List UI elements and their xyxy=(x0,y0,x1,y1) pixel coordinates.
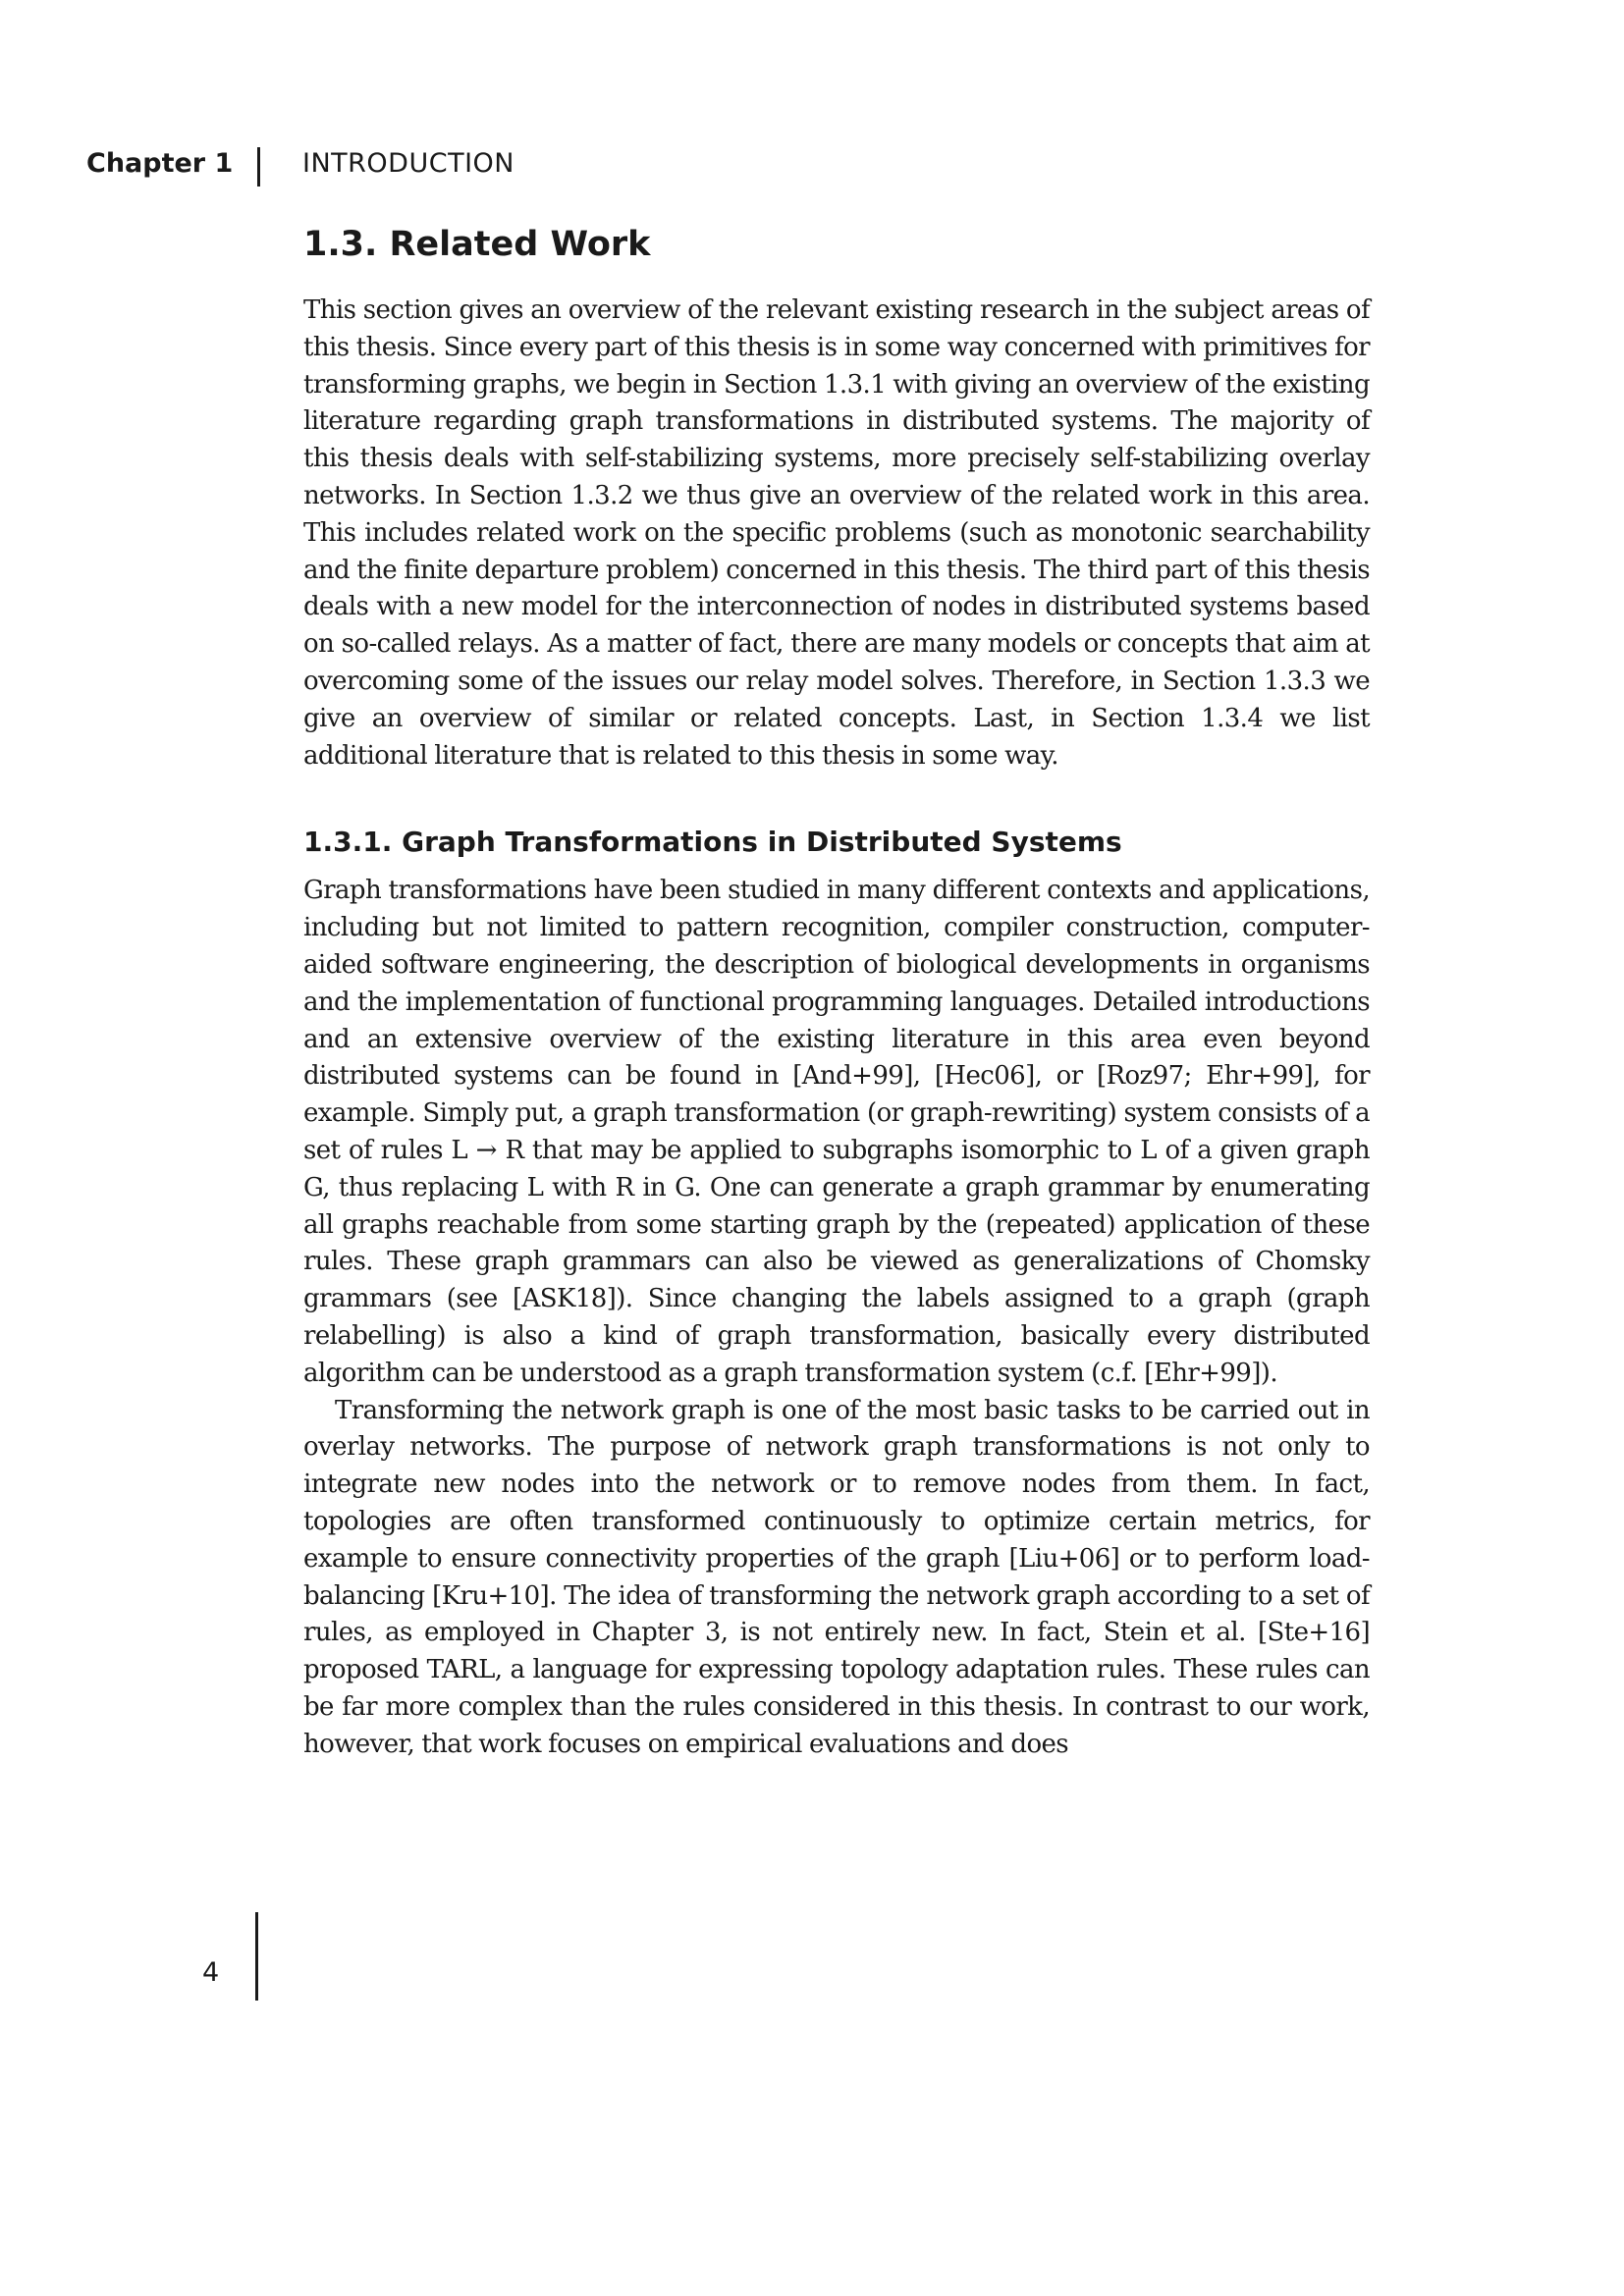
running-header-chapter-title: INTRODUCTION xyxy=(302,148,514,179)
section-heading: 1.3. Related Work xyxy=(303,225,651,264)
page-number: 4 xyxy=(202,1957,220,1988)
subsection-paragraph-1: Graph transformations have been studied in many different contexts and applications, including but not limited to pattern recognition, compiler construction, computer-aided software engineering, the description of biological developments in organisms and the implementation of functional programming languages. Detailed introductions and an extensive overview of the existing literature in this area even beyond distributed systems can be found in [And+99], [Hec06], or [Roz97; Ehr+99], for example. Simply put, a graph transformation (or graph-rewriting) system consists of a set of rules L → R that may be applied to subgraphs isomorphic to L of a given graph G, thus replacing L with R in G. One can generate a graph grammar by enumerating all graphs reachable from some starting graph by the (repeated) application of these rules. These graph grammars can also be viewed as generalizations of Chomsky grammars (see [ASK18]). Since changing the labels assigned to a graph (graph relabelling) is also a kind of graph transformation, basically every distributed algorithm can be understood as a graph transformation system (c.f. [Ehr+99]). xyxy=(303,876,1370,1388)
subsection-heading: 1.3.1. Graph Transformations in Distributed Systems xyxy=(303,826,1122,859)
page-body xyxy=(303,222,1370,1763)
subsection-paragraph-2: Transforming the network graph is one of the most basic tasks to be carried out in overlay networks. The purpose of network graph transformations is not only to integrate new nodes into the network or to remove nodes from them. In fact, topologies are often transformed continuously to optimize certain metrics, for example to ensure connectivity properties of the graph [Liu+06] or to perform load-balancing [Kru+10]. The idea of transforming the network graph according to a set of rules, as employed in Chapter 3, is not entirely new. In fact, Stein et al. [Ste+16] proposed TARL, a language for expressing topology adaptation rules. These rules can be far more complex than the rules considered in this thesis. In contrast to our work, however, that work focuses on empirical evaluations and does xyxy=(303,1395,1370,1759)
footer-divider xyxy=(255,1912,258,2001)
section-intro-paragraph: This section gives an overview of the relevant existing research in the subject areas of this thesis. Since every part of this thesis is in some way concerned with primitives for transforming graphs, we begin in Section 1.3.1 with giving an overview of the existing literature regarding graph transformations in distributed systems. The majority of this thesis deals with self-stabilizing systems, more precisely self-stabilizing overlay networks. In Section 1.3.2 we thus give an overview of the related work in this area. This includes related work on the specific problems (such as monotonic searchability and the finite departure problem) concerned in this thesis. The third part of this thesis deals with a new model for the interconnection of nodes in distributed systems based on so-called relays. As a matter of fact, there are many models or concepts that aim at overcoming some of the issues our relay model solves. Therefore, in Section 1.3.3 we give an overview of similar or related concepts. Last, in Section 1.3.4 we list additional literature that is related to this thesis in some way. xyxy=(303,295,1370,771)
running-header-chapter-label: Chapter 1 xyxy=(86,148,234,179)
header-divider xyxy=(257,147,260,187)
